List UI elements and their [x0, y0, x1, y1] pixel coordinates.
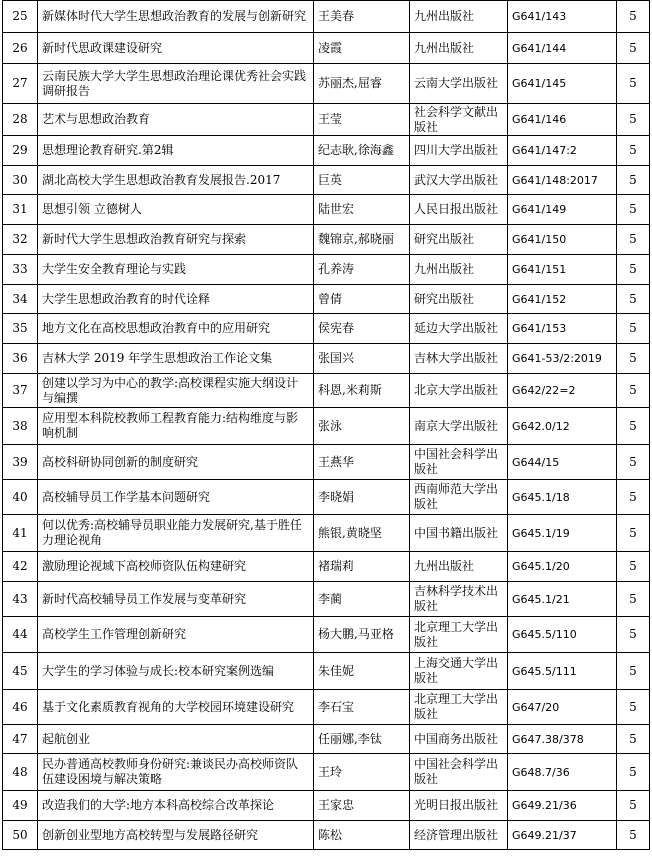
book-publisher: 西南师范大学出版社	[410, 480, 508, 515]
table-row	[3, 104, 650, 136]
table-row	[3, 285, 650, 314]
row-number: 41	[3, 515, 38, 552]
book-publisher: 中国商务出版社	[410, 725, 508, 754]
call-number: G644/15	[508, 445, 617, 480]
table-row	[3, 445, 650, 480]
book-title: 大学生思想政治教育的时代诠释	[38, 285, 314, 314]
book-title: 改造我们的大学:地方本科高校综合改革探论	[38, 791, 314, 821]
copy-count: 5	[617, 690, 650, 725]
book-title: 起航创业	[38, 725, 314, 754]
copy-count: 5	[617, 314, 650, 344]
call-number: G641/143	[508, 1, 617, 33]
book-title: 云南民族大学大学生思想政治理论课优秀社会实践调研报告	[38, 64, 314, 104]
table-row	[3, 821, 650, 850]
row-number: 49	[3, 791, 38, 821]
row-number: 37	[3, 374, 38, 408]
copy-count: 5	[617, 653, 650, 690]
book-title: 高校学生工作管理创新研究	[38, 617, 314, 653]
book-title: 新媒体时代大学生思想政治教育的发展与创新研究	[38, 1, 314, 33]
copy-count: 5	[617, 344, 650, 374]
row-number: 42	[3, 552, 38, 582]
book-list-table	[2, 0, 650, 850]
table-row	[3, 195, 650, 225]
book-author: 王燕华	[314, 445, 410, 480]
call-number: G641/152	[508, 285, 617, 314]
book-author: 朱佳妮	[314, 653, 410, 690]
row-number: 31	[3, 195, 38, 225]
copy-count: 5	[617, 33, 650, 64]
book-title: 新时代思政课建设研究	[38, 33, 314, 64]
row-number: 36	[3, 344, 38, 374]
table-row	[3, 754, 650, 791]
table-row	[3, 653, 650, 690]
book-author: 杨大鹏,马亚格	[314, 617, 410, 653]
call-number: G641/153	[508, 314, 617, 344]
call-number: G647.38/378	[508, 725, 617, 754]
call-number: G645.5/111	[508, 653, 617, 690]
book-publisher: 经济管理出版社	[410, 821, 508, 850]
row-number: 46	[3, 690, 38, 725]
table-row	[3, 255, 650, 285]
row-number: 44	[3, 617, 38, 653]
book-title: 基于文化素质教育视角的大学校园环境建设研究	[38, 690, 314, 725]
book-publisher: 光明日报出版社	[410, 791, 508, 821]
copy-count: 5	[617, 285, 650, 314]
book-author: 陆世宏	[314, 195, 410, 225]
book-author: 褚瑞莉	[314, 552, 410, 582]
table-row	[3, 314, 650, 344]
book-author: 科恩,米莉斯	[314, 374, 410, 408]
table-row	[3, 166, 650, 195]
book-publisher: 研究出版社	[410, 285, 508, 314]
book-title: 创建以学习为中心的教学:高校课程实施大纲设计与编撰	[38, 374, 314, 408]
book-publisher: 南京大学出版社	[410, 408, 508, 445]
book-publisher: 北京理工大学出版社	[410, 690, 508, 725]
table-row	[3, 374, 650, 408]
table-row	[3, 225, 650, 255]
table-row	[3, 725, 650, 754]
call-number: G641/146	[508, 104, 617, 136]
book-author: 巨英	[314, 166, 410, 195]
book-publisher: 四川大学出版社	[410, 136, 508, 166]
book-publisher: 研究出版社	[410, 225, 508, 255]
row-number: 50	[3, 821, 38, 850]
call-number: G645.1/19	[508, 515, 617, 552]
book-title: 吉林大学 2019 年学生思想政治工作论文集	[38, 344, 314, 374]
call-number: G645.5/110	[508, 617, 617, 653]
book-author: 张国兴	[314, 344, 410, 374]
book-author: 李蔺	[314, 582, 410, 617]
call-number: G648.7/36	[508, 754, 617, 791]
book-author: 陈松	[314, 821, 410, 850]
book-author: 王玲	[314, 754, 410, 791]
book-title: 大学生安全教育理论与实践	[38, 255, 314, 285]
book-author: 苏丽杰,屈睿	[314, 64, 410, 104]
book-publisher: 中国社会科学出版社	[410, 754, 508, 791]
book-publisher: 九州出版社	[410, 1, 508, 33]
book-publisher: 武汉大学出版社	[410, 166, 508, 195]
call-number: G641/147:2	[508, 136, 617, 166]
copy-count: 5	[617, 552, 650, 582]
book-author: 熊银,黄晓坚	[314, 515, 410, 552]
book-title: 大学生的学习体验与成长:校本研究案例选编	[38, 653, 314, 690]
book-publisher: 北京理工大学出版社	[410, 617, 508, 653]
copy-count: 5	[617, 617, 650, 653]
row-number: 25	[3, 1, 38, 33]
table-row	[3, 690, 650, 725]
row-number: 45	[3, 653, 38, 690]
call-number: G641/150	[508, 225, 617, 255]
book-title: 高校科研协同创新的制度研究	[38, 445, 314, 480]
book-author: 王美春	[314, 1, 410, 33]
table-row	[3, 136, 650, 166]
call-number: G645.1/20	[508, 552, 617, 582]
copy-count: 5	[617, 225, 650, 255]
call-number: G642.0/12	[508, 408, 617, 445]
copy-count: 5	[617, 791, 650, 821]
copy-count: 5	[617, 374, 650, 408]
copy-count: 5	[617, 445, 650, 480]
call-number: G641/145	[508, 64, 617, 104]
table-row	[3, 552, 650, 582]
book-author: 侯宪春	[314, 314, 410, 344]
book-publisher: 延边大学出版社	[410, 314, 508, 344]
row-number: 48	[3, 754, 38, 791]
table-row	[3, 791, 650, 821]
book-author: 王家忠	[314, 791, 410, 821]
call-number: G641/144	[508, 33, 617, 64]
copy-count: 5	[617, 104, 650, 136]
copy-count: 5	[617, 515, 650, 552]
book-author: 孔养涛	[314, 255, 410, 285]
book-title: 新时代高校辅导员工作发展与变革研究	[38, 582, 314, 617]
row-number: 27	[3, 64, 38, 104]
row-number: 26	[3, 33, 38, 64]
copy-count: 5	[617, 166, 650, 195]
copy-count: 5	[617, 64, 650, 104]
book-author: 张泳	[314, 408, 410, 445]
row-number: 29	[3, 136, 38, 166]
book-title: 创新创业型地方高校转型与发展路径研究	[38, 821, 314, 850]
row-number: 38	[3, 408, 38, 445]
copy-count: 5	[617, 195, 650, 225]
call-number: G641/149	[508, 195, 617, 225]
copy-count: 5	[617, 821, 650, 850]
book-title: 高校辅导员工作学基本问题研究	[38, 480, 314, 515]
call-number: G649.21/37	[508, 821, 617, 850]
book-publisher: 吉林大学出版社	[410, 344, 508, 374]
call-number: G645.1/21	[508, 582, 617, 617]
copy-count: 5	[617, 754, 650, 791]
book-author: 李石宝	[314, 690, 410, 725]
book-title: 何以优秀:高校辅导员职业能力发展研究,基于胜任力理论视角	[38, 515, 314, 552]
table-body	[3, 1, 650, 850]
book-publisher: 吉林科学技术出版社	[410, 582, 508, 617]
book-publisher: 北京大学出版社	[410, 374, 508, 408]
call-number: G642/22=2	[508, 374, 617, 408]
book-author: 纪志耿,徐海鑫	[314, 136, 410, 166]
table-row	[3, 33, 650, 64]
table-row	[3, 64, 650, 104]
call-number: G649.21/36	[508, 791, 617, 821]
table-row	[3, 515, 650, 552]
book-title: 地方文化在高校思想政治教育中的应用研究	[38, 314, 314, 344]
table-row	[3, 617, 650, 653]
table-row	[3, 1, 650, 33]
row-number: 34	[3, 285, 38, 314]
row-number: 28	[3, 104, 38, 136]
table-row	[3, 480, 650, 515]
book-publisher: 九州出版社	[410, 255, 508, 285]
table-row	[3, 344, 650, 374]
book-publisher: 社会科学文献出版社	[410, 104, 508, 136]
book-publisher: 上海交通大学出版社	[410, 653, 508, 690]
book-title: 激励理论视域下高校师资队伍构建研究	[38, 552, 314, 582]
book-publisher: 九州出版社	[410, 33, 508, 64]
book-author: 凌霞	[314, 33, 410, 64]
book-publisher: 九州出版社	[410, 552, 508, 582]
book-title: 新时代大学生思想政治教育研究与探索	[38, 225, 314, 255]
call-number: G641-53/2:2019	[508, 344, 617, 374]
book-title: 湖北高校大学生思想政治教育发展报告.2017	[38, 166, 314, 195]
row-number: 32	[3, 225, 38, 255]
book-publisher: 中国书籍出版社	[410, 515, 508, 552]
copy-count: 5	[617, 408, 650, 445]
call-number: G641/151	[508, 255, 617, 285]
call-number: G647/20	[508, 690, 617, 725]
book-publisher: 人民日报出版社	[410, 195, 508, 225]
book-title: 艺术与思想政治教育	[38, 104, 314, 136]
copy-count: 5	[617, 255, 650, 285]
table-row	[3, 582, 650, 617]
book-publisher: 中国社会科学出版社	[410, 445, 508, 480]
copy-count: 5	[617, 480, 650, 515]
book-author: 曾倩	[314, 285, 410, 314]
book-title: 民办普通高校教师身份研究:兼谈民办高校师资队伍建设困境与解决策略	[38, 754, 314, 791]
call-number: G641/148:2017	[508, 166, 617, 195]
row-number: 33	[3, 255, 38, 285]
row-number: 43	[3, 582, 38, 617]
book-title: 思想引领 立德树人	[38, 195, 314, 225]
book-publisher: 云南大学出版社	[410, 64, 508, 104]
copy-count: 5	[617, 582, 650, 617]
copy-count: 5	[617, 725, 650, 754]
copy-count: 5	[617, 1, 650, 33]
book-title: 思想理论教育研究.第2辑	[38, 136, 314, 166]
book-title: 应用型本科院校教师工程教育能力:结构维度与影响机制	[38, 408, 314, 445]
row-number: 39	[3, 445, 38, 480]
row-number: 30	[3, 166, 38, 195]
book-author: 李晓娟	[314, 480, 410, 515]
table-row	[3, 408, 650, 445]
book-author: 任丽娜,李钛	[314, 725, 410, 754]
row-number: 35	[3, 314, 38, 344]
book-author: 魏锦京,郝晓丽	[314, 225, 410, 255]
copy-count: 5	[617, 136, 650, 166]
row-number: 47	[3, 725, 38, 754]
row-number: 40	[3, 480, 38, 515]
call-number: G645.1/18	[508, 480, 617, 515]
book-author: 王莹	[314, 104, 410, 136]
